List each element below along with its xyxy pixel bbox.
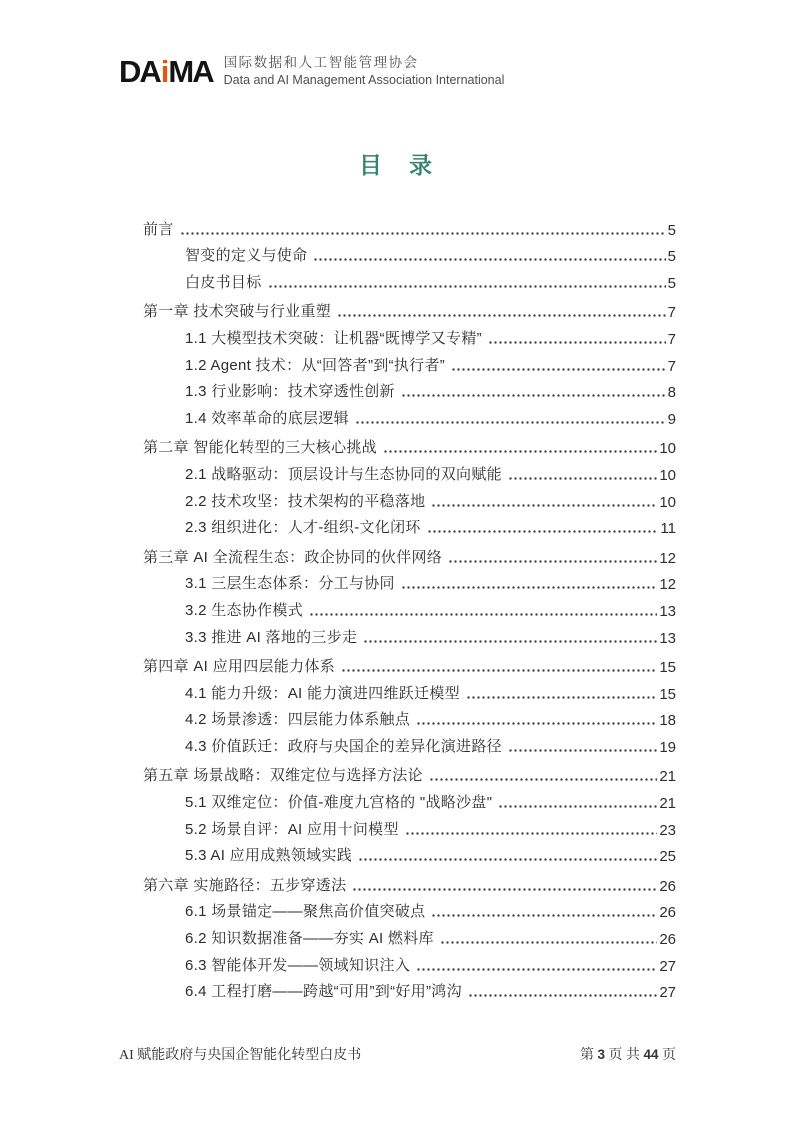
toc-entry-page: 25 [659,848,676,866]
toc-entry-page: 12 [659,576,676,594]
toc-leader-dots [431,504,657,507]
toc-leader-dots [431,914,657,917]
toc-entry-page: 10 [659,466,676,484]
toc-entry-label: 3.2 生态协作模式 [185,601,304,619]
toc-entry[interactable] [143,511,676,538]
toc-entry-label: 2.2 技术攻坚：技术架构的平稳落地 [185,492,426,510]
toc-entry-page: 5 [667,221,676,239]
toc-entry-page: 10 [659,493,676,511]
logo-accent-letter: i [160,54,168,90]
toc-leader-dots [309,613,657,616]
toc-entry-label: 1.2 Agent 技术：从“回答者”到“执行者” [185,356,446,374]
footer-total-pages: 44 [643,1047,659,1062]
toc-entry-label: 4.2 场景渗透：四层能力体系触点 [185,711,411,729]
toc-entry[interactable] [143,676,676,703]
toc-entry-page: 7 [667,330,676,348]
toc-entry-label: 5.3 AI 应用成熟领域实践 [185,847,353,865]
toc-entry-label: 第一章 技术突破与行业重塑 [143,303,332,321]
toc-entry-label: 1.3 行业影响：技术穿透性创新 [185,383,395,401]
toc-entry[interactable] [143,540,676,567]
toc-entry-label: 6.3 智能体开发——领域知识注入 [185,956,411,974]
footer-document-title: AI 赋能政府与央国企智能化转型白皮书 [119,1048,362,1063]
toc-entry-label: 第四章 AI 应用四层能力体系 [143,658,336,676]
toc-entry-label: 5.2 场景自评：AI 应用十问模型 [185,820,399,838]
toc-leader-dots [268,285,666,288]
toc-leader-dots [358,858,657,861]
toc-leader-dots [313,258,665,261]
toc-entry-label: 6.4 工程打磨——跨越“可用”到“好用”鸿沟 [185,983,462,1001]
toc-entry-page: 7 [667,304,676,322]
toc-entry[interactable] [143,295,676,322]
toc-entry[interactable] [143,785,676,812]
toc-entry[interactable] [143,703,676,730]
page-title: 目 录 [359,152,434,178]
toc-entry-page: 10 [659,440,676,458]
toc-entry-page: 21 [659,795,676,813]
toc-leader-dots [448,560,657,563]
toc-entry-label: 5.1 双维定位：价值-难度九宫格的 "战略沙盘" [185,794,493,812]
toc-leader-dots [488,341,666,344]
toc-entry-page: 8 [667,384,676,402]
toc-entry-page: 21 [659,768,676,786]
toc-leader-dots [383,450,657,453]
org-name-block [224,56,505,88]
org-name-en: Data and AI Management Association International [223,72,505,87]
toc-entry-label: 智变的定义与使命 [185,247,308,265]
toc-leader-dots [427,530,659,533]
toc-entry-label: 第六章 实施路径：五步穿透法 [143,876,347,894]
toc-entry-label: 3.1 三层生态体系：分工与协同 [185,575,395,593]
footer-page-suffix: 页 [658,1048,676,1063]
footer-page-middle: 页 共 [604,1048,644,1063]
footer-current-page: 3 [597,1047,605,1062]
toc-entry[interactable] [143,567,676,594]
toc-leader-dots [352,888,657,891]
toc-leader-dots [498,805,657,808]
toc-entry-label: 4.3 价值跃迁：政府与央国企的差异化演进路径 [185,737,502,755]
toc-entry-page: 7 [667,357,676,375]
toc-entry-page: 27 [659,984,676,1002]
toc-entry-label: 第二章 智能化转型的三大核心挑战 [143,439,377,457]
toc-entry-label: 6.1 场景锚定——聚焦高价值突破点 [185,903,426,921]
logo-part-1: DA [119,54,160,90]
toc-entry-label: 4.1 能力升级：AI 能力演进四维跃迁模型 [185,684,460,702]
toc-entry-label: 2.3 组织进化：人才-组织-文化闭环 [185,519,421,537]
toc-entry[interactable] [143,593,676,620]
toc-leader-dots [466,696,657,699]
toc-entry[interactable] [143,484,676,511]
toc-entry[interactable] [143,729,676,756]
toc-entry-page: 19 [659,738,676,756]
toc-leader-dots [451,368,666,371]
toc-entry-page: 15 [659,685,676,703]
toc-leader-dots [508,749,657,752]
toc-leader-dots [401,586,657,589]
toc-entry[interactable] [143,401,676,428]
toc-entry[interactable] [143,948,676,975]
toc-entry-label: 3.3 推进 AI 落地的三步走 [185,628,358,646]
toc-entry-page: 11 [660,520,676,538]
toc-entry[interactable] [143,975,676,1002]
toc-entry[interactable] [143,457,676,484]
toc-leader-dots [440,941,657,944]
toc-entry[interactable] [143,759,676,786]
toc-entry-label: 第三章 AI 全流程生态：政企协同的伙伴网络 [143,548,443,566]
toc-entry[interactable] [143,431,676,458]
toc-entry[interactable] [143,812,676,839]
toc-entry[interactable] [143,348,676,375]
daima-logo [119,54,213,90]
toc-entry-label: 2.1 战略驱动：顶层设计与生态协同的双向赋能 [185,465,502,483]
toc-entry[interactable] [143,650,676,677]
toc-leader-dots [180,232,666,235]
logo-part-2: MA [168,54,213,90]
toc-entry[interactable] [143,375,676,402]
toc-leader-dots [416,722,657,725]
toc-entry-label: 第五章 场景战略：双维定位与选择方法论 [143,767,423,785]
org-name-cn: 国际数据和人工智能管理协会 [223,55,419,70]
toc-entry-page: 18 [659,712,676,730]
toc-entry-label: 1.4 效率革命的底层逻辑 [185,409,349,427]
toc-entry[interactable] [143,620,676,647]
toc-entry-page: 5 [667,248,676,266]
toc-entry-label: 6.2 知识数据准备——夯实 AI 燃料库 [185,930,434,948]
toc-leader-dots [363,640,657,643]
toc-entry-label: 白皮书目标 [185,273,262,291]
toc-list [143,212,676,1001]
toc-entry-label: 1.1 大模型技术突破：让机器“既博学又专精” [185,329,482,347]
toc-entry[interactable] [143,921,676,948]
toc-entry[interactable] [143,321,676,348]
toc-entry-page: 13 [659,629,676,647]
footer-page-prefix: 第 [579,1048,598,1063]
toc-leader-dots [355,421,666,424]
toc-entry[interactable] [143,265,676,292]
toc-entry-page: 5 [667,274,676,292]
toc-leader-dots [468,994,657,997]
toc-entry-page: 13 [659,602,676,620]
toc-leader-dots [429,778,657,781]
toc-entry-label: 前言 [143,220,174,238]
toc-leader-dots [337,314,666,317]
footer-page-indicator [580,1044,676,1064]
toc-entry[interactable] [143,868,676,895]
toc-entry[interactable] [143,839,676,866]
toc-entry[interactable] [143,239,676,266]
toc-entry-page: 9 [667,410,676,428]
toc-leader-dots [508,477,657,480]
toc-entry-page: 26 [659,931,676,949]
toc-entry[interactable] [143,212,676,239]
toc-entry-page: 12 [659,549,676,567]
toc-entry-page: 26 [659,877,676,895]
header [119,56,504,88]
toc-entry-page: 26 [659,904,676,922]
toc-leader-dots [416,968,657,971]
toc-leader-dots [405,832,658,835]
toc-entry-page: 15 [659,659,676,677]
toc-leader-dots [341,669,657,672]
toc-leader-dots [401,394,666,397]
footer [119,1044,676,1064]
toc-entry-page: 23 [659,821,676,839]
toc-entry[interactable] [143,895,676,922]
toc-entry-page: 27 [659,957,676,975]
